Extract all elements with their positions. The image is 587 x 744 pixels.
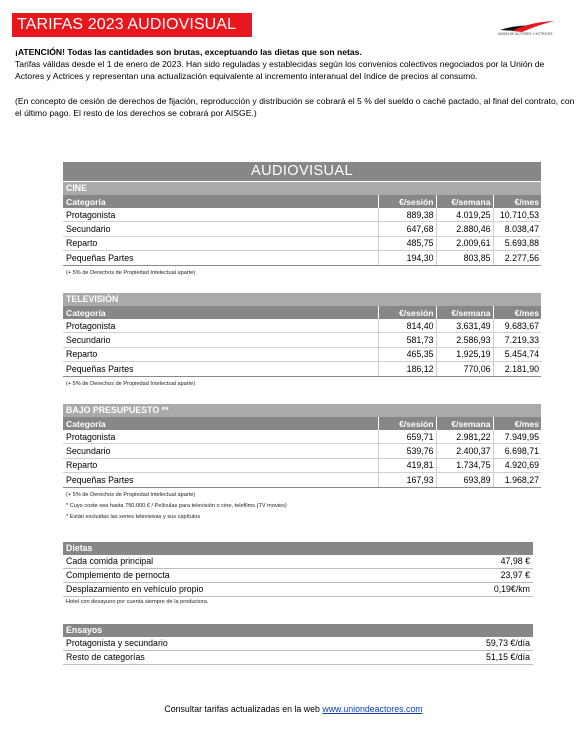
table-row [63,444,541,458]
table-cell: 9.683,67 [493,319,541,333]
section-title: BAJO PRESUPUESTO ** [63,404,541,417]
list-item [63,651,533,665]
table-cell: 814,40 [378,319,436,333]
table-cell: 7.219,33 [493,333,541,347]
list-item [63,555,533,569]
table-cell: Reparto [63,236,378,250]
item-value: 47,98 € [500,556,530,566]
table-cell: 5.454,74 [493,347,541,361]
table-cell: 485,75 [378,236,436,250]
table-cell: Protagonista [63,208,378,222]
column-header: €/mes [493,306,541,319]
logo-text: UNIÓN DE ACTORES Y ACTRICES [498,32,553,36]
list-item [63,637,533,651]
website-link[interactable]: www.uniondeactores.com [322,704,423,714]
table-cell: 6.698,71 [493,444,541,458]
table-row [63,251,541,265]
item-value: 0,19€/km [493,584,530,594]
intro-text [15,46,575,119]
section-title: TELEVISIÓN [63,293,541,306]
table-cell: Pequeñas Partes [63,473,378,487]
footnote: * Están excluidas las series televisivas y sus capítulos [66,513,200,520]
table-row [63,236,541,250]
table-cell: 2.586,93 [436,333,493,347]
table-cell: Pequeñas Partes [63,362,378,376]
table-cell: 539,76 [378,444,436,458]
item-label: Complemento de pernocta [66,570,170,580]
table-cell: 889,38 [378,208,436,222]
table-cell: 659,71 [378,430,436,444]
section-bajo-presupuesto [63,404,541,521]
column-header: €/sesión [378,195,436,208]
table-cell: 10.710,53 [493,208,541,222]
footer-text: Consultar tarifas actualizadas en la web [164,704,323,714]
table-cell: 2.400,37 [436,444,493,458]
table-cell: 167,93 [378,473,436,487]
column-header: €/mes [493,195,541,208]
table-header-row [63,306,541,319]
section-title: CINE [63,182,541,195]
union-actores-logo [498,20,560,42]
table-cell: 186,12 [378,362,436,376]
item-label: Protagonista y secundario [66,638,168,648]
section-cine [63,182,541,277]
warning-text: ¡ATENCIÓN! Todas las cantidades son brutas, exceptuando las dietas que son netas. [15,47,362,57]
table-row [63,208,541,222]
footer [0,704,587,714]
item-value: 59,73 €/día [485,638,530,648]
table-cell: 2.277,56 [493,251,541,265]
table-row [63,333,541,347]
page-title: TARIFAS 2023 AUDIOVISUAL [12,13,252,37]
rates-table [63,306,541,377]
table-cell: 803,85 [436,251,493,265]
item-value: 23,97 € [500,570,530,580]
table-cell: 2.981,22 [436,430,493,444]
table-cell: Secundario [63,222,378,236]
table-cell: 465,35 [378,347,436,361]
column-header: €/mes [493,417,541,430]
table-row [63,430,541,444]
section-dietas [63,542,533,606]
table-cell: 7.949,95 [493,430,541,444]
column-header: €/sesión [378,417,436,430]
table-row [63,319,541,333]
section-ensayos [63,624,533,665]
column-header: €/semana [436,417,493,430]
table-cell: Secundario [63,444,378,458]
table-cell: Protagonista [63,430,378,444]
table-cell: 1.968,27 [493,473,541,487]
item-value: 51,15 €/día [485,652,530,662]
footnote: (+ 5% de Derechos de Propiedad Intelectual aparte) [66,269,196,276]
table-cell: 8.038,47 [493,222,541,236]
footnote: (+ 5% de Derechos de Propiedad Intelectual aparte) [66,491,196,498]
table-cell: 770,06 [436,362,493,376]
rates-table [63,195,541,266]
table-cell: 581,73 [378,333,436,347]
table-cell: 1.734,75 [436,458,493,472]
validity-text: Tarifas válidas desde el 1 de enero de 2023. Han sido reguladas y establecidas según los convenios colectivos negociados por la Unión de Actores y Actrices y representan una actualización equivalente al incremento interanual del índice de precios al consumo. [15,59,545,82]
column-header: €/semana [436,195,493,208]
table-row [63,347,541,361]
table-cell: 4.920,69 [493,458,541,472]
rights-text: (En concepto de cesión de derechos de fijación, reproducción y distribución se cobrará el 5 % del sueldo o caché pactado, al final del contrato, con el último pago. El resto de los derechos se cobrará por AISGE.) [15,95,575,118]
list-item [63,569,533,583]
table-cell: 693,89 [436,473,493,487]
table-cell: 1.925,19 [436,347,493,361]
footnote: Hotel con desayuno por cuenta siempre de la productora. [66,599,209,605]
table-cell: 3.631,49 [436,319,493,333]
table-cell: 419,81 [378,458,436,472]
footnote: * Cuyo coste sea hasta 750.000 € / Películas para televisión o cine, telefilms (TV movies) [66,502,287,509]
item-label: Desplazamiento en vehículo propio [66,584,204,594]
table-header-row [63,417,541,430]
table-row [63,458,541,472]
table-cell: Reparto [63,347,378,361]
table-cell: Reparto [63,458,378,472]
table-cell: Pequeñas Partes [63,251,378,265]
item-label: Resto de categorías [66,652,145,662]
column-header: €/sesión [378,306,436,319]
table-cell: Secundario [63,333,378,347]
rates-table [63,417,541,488]
table-row [63,473,541,487]
section-title: Dietas [63,542,533,555]
column-header: Categoría [63,417,378,430]
table-header-row [63,195,541,208]
item-label: Cada comida principal [66,556,154,566]
table-cell: 2.009,61 [436,236,493,250]
section-television [63,293,541,388]
table-cell: 5.693,88 [493,236,541,250]
table-row [63,222,541,236]
section-main-header: AUDIOVISUAL [63,162,541,181]
column-header: €/semana [436,306,493,319]
table-cell: 647,68 [378,222,436,236]
column-header: Categoría [63,306,378,319]
table-cell: Protagonista [63,319,378,333]
table-cell: 2.181,90 [493,362,541,376]
table-row [63,362,541,376]
table-cell: 2.880,46 [436,222,493,236]
section-title: Ensayos [63,624,533,637]
table-cell: 4.019,25 [436,208,493,222]
list-item [63,583,533,597]
column-header: Categoría [63,195,378,208]
footnote: (+ 5% de Derechos de Propiedad Intelectual aparte) [66,380,196,387]
table-cell: 194,30 [378,251,436,265]
